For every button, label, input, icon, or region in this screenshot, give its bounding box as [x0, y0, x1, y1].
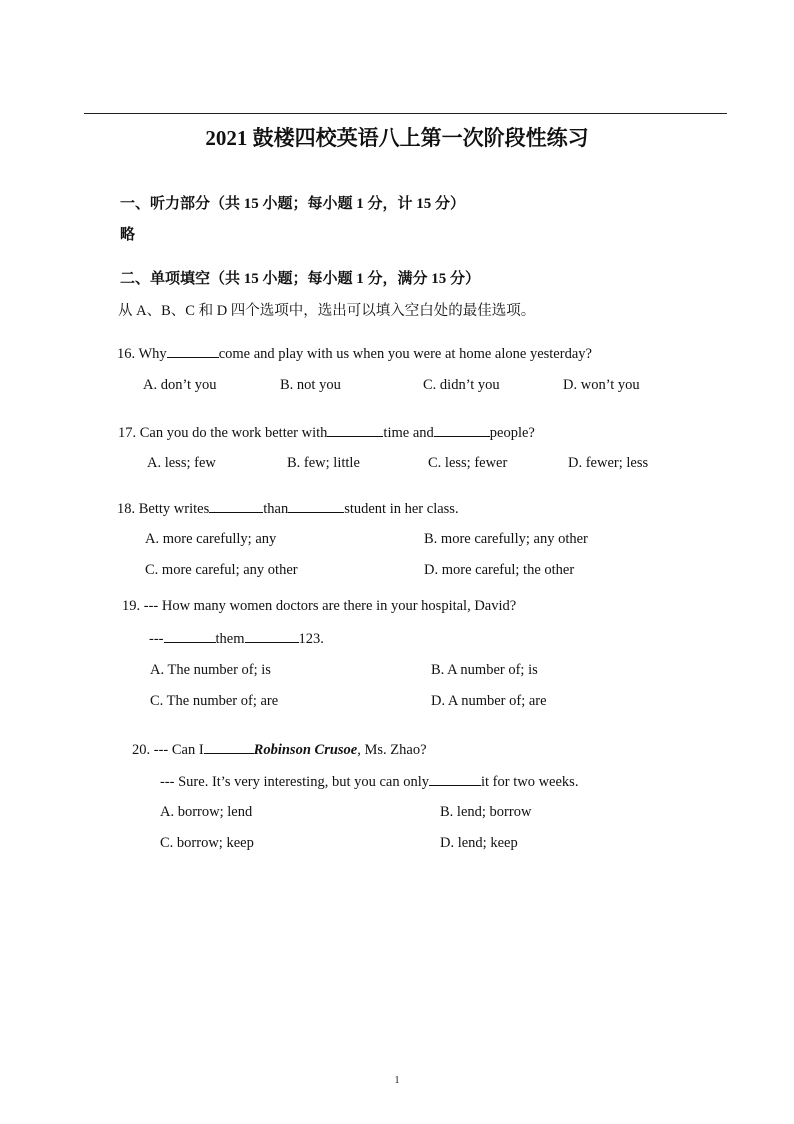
answer-blank [245, 630, 299, 643]
section2-instruction: 从 A、B、C 和 D 四个选项中，选出可以填入空白处的最佳选项。 [118, 303, 536, 319]
book-title: Robinson Crusoe [253, 742, 358, 758]
page-title: 2021 鼓楼四校英语八上第一次阶段性练习 [205, 126, 589, 150]
section2-heading: 二、单项填空（共 15 小题；每小题 1 分，满分 15 分） [120, 271, 481, 287]
option-19c: C. The number of; are [150, 693, 279, 709]
option-17a: A. less; few [147, 455, 216, 471]
question-19-stem: 19. --- How many women doctors are there in your hospital, David? [122, 598, 517, 614]
question-17-stem: 17. Can you do the work better with time and people? [118, 425, 535, 441]
answer-blank [434, 424, 490, 437]
option-20b: B. lend; borrow [440, 804, 532, 820]
question-16-stem: 16. Why come and play with us when you were at home alone yesterday? [117, 346, 592, 362]
question-18-stem: 18. Betty writes than student in her class. [117, 501, 459, 517]
option-16d: D. won’t you [563, 377, 640, 393]
option-18d: D. more careful; the other [424, 562, 575, 578]
answer-blank [429, 773, 481, 786]
answer-blank [209, 500, 263, 513]
answer-blank [167, 345, 219, 358]
option-16b: B. not you [280, 377, 341, 393]
option-20d: D. lend; keep [440, 835, 518, 851]
option-17c: C. less; fewer [428, 455, 508, 471]
question-20-stem: 20. --- Can I Robinson Crusoe, Ms. Zhao? [132, 742, 427, 758]
option-20c: C. borrow; keep [160, 835, 254, 851]
question-20-reply: --- Sure. It’s very interesting, but you can only it for two weeks. [160, 774, 579, 790]
option-17d: D. fewer; less [568, 455, 649, 471]
option-18c: C. more careful; any other [145, 562, 298, 578]
option-17b: B. few; little [287, 455, 360, 471]
option-19a: A. The number of; is [150, 662, 271, 678]
option-20a: A. borrow; lend [160, 804, 253, 820]
option-19d: D. A number of; are [431, 693, 547, 709]
section1-heading: 一、听力部分（共 15 小题；每小题 1 分，计 15 分） [120, 196, 466, 212]
page-number: 1 [394, 1075, 400, 1086]
header-rule [84, 113, 727, 114]
option-19b: B. A number of; is [431, 662, 538, 678]
question-19-reply: --- them 123. [149, 631, 324, 647]
answer-blank [164, 630, 216, 643]
section1-content: 略 [120, 227, 136, 243]
option-18a: A. more carefully; any [145, 531, 277, 547]
answer-blank [288, 500, 344, 513]
option-16a: A. don’t you [143, 377, 217, 393]
answer-blank [327, 424, 383, 437]
answer-blank [204, 741, 254, 754]
option-18b: B. more carefully; any other [424, 531, 588, 547]
option-16c: C. didn’t you [423, 377, 500, 393]
